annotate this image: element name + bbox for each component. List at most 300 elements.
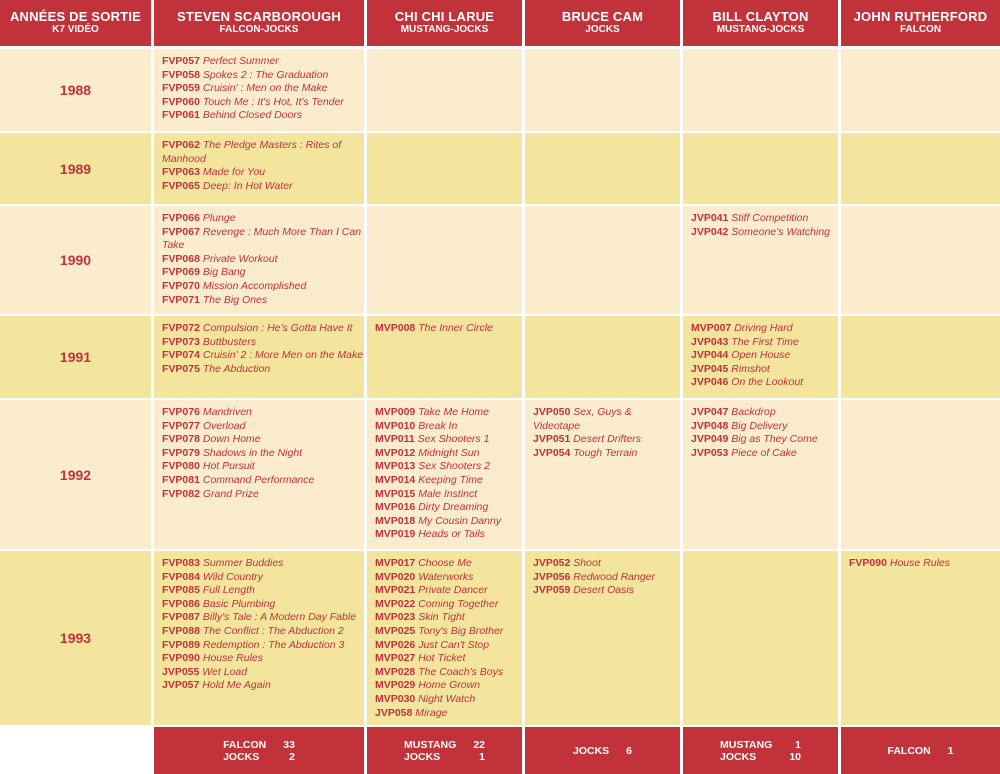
film-code: MVP010 xyxy=(375,419,416,432)
total-label: JOCKS xyxy=(720,750,757,763)
film-code: FVP076 xyxy=(162,406,200,418)
film-title: Desert Drifters xyxy=(573,433,641,446)
film-title: Coming Together xyxy=(418,597,499,610)
film-title: Driving Hard xyxy=(734,322,793,334)
film-code: FVP072 xyxy=(162,322,200,334)
film-title: Sex Shooters 2 xyxy=(418,460,490,473)
film-cell xyxy=(525,316,680,398)
total-count: 33 xyxy=(283,738,295,751)
total-count: 10 xyxy=(789,750,801,763)
film-title: Stiff Competition xyxy=(731,212,809,224)
film-entry xyxy=(849,557,1000,571)
film-cell xyxy=(154,133,364,204)
film-cell xyxy=(367,49,522,131)
film-code: FVP074 xyxy=(162,349,200,362)
film-title: Dirty Dreaming xyxy=(418,501,489,514)
film-entry xyxy=(533,406,680,433)
film-title: Plunge xyxy=(202,212,236,224)
film-code: JVP055 xyxy=(162,665,200,678)
film-cell xyxy=(683,133,838,204)
film-entry xyxy=(375,693,522,707)
film-list xyxy=(154,316,364,376)
year-cell xyxy=(0,316,151,398)
film-title: Command Performance xyxy=(202,473,315,486)
film-code: MVP021 xyxy=(375,584,416,597)
film-title: Desert Oasis xyxy=(573,584,634,597)
film-code: FVP066 xyxy=(162,212,200,224)
film-entry xyxy=(162,474,364,488)
film-code: FVP088 xyxy=(162,624,200,637)
film-entry xyxy=(691,212,838,226)
film-code: FVP077 xyxy=(162,419,200,432)
film-entry xyxy=(375,447,522,461)
film-title: Night Watch xyxy=(418,692,476,705)
film-entry xyxy=(691,433,838,447)
total-count: 1 xyxy=(947,744,954,757)
film-list xyxy=(154,206,364,307)
film-title: Wild Country xyxy=(202,570,263,583)
film-code: MVP023 xyxy=(375,611,416,624)
film-entry xyxy=(375,515,522,529)
year-cell xyxy=(0,400,151,549)
film-title: Keeping Time xyxy=(418,473,483,486)
film-title: Made for You xyxy=(202,166,266,179)
film-entry xyxy=(375,501,522,515)
film-code: JVP051 xyxy=(533,433,571,446)
header-years xyxy=(0,0,151,46)
film-title: Male Instinct xyxy=(418,487,478,500)
film-code: FVP075 xyxy=(162,362,200,375)
film-entry xyxy=(162,598,364,612)
film-code: FVP080 xyxy=(162,460,200,473)
total-table xyxy=(570,745,635,757)
total-label: MUSTANG xyxy=(720,738,773,751)
film-list xyxy=(367,133,522,139)
film-code: MVP013 xyxy=(375,460,416,473)
year-cell xyxy=(0,551,151,725)
film-entry xyxy=(162,447,364,461)
film-list xyxy=(154,551,364,693)
film-cell xyxy=(525,206,680,314)
film-entry xyxy=(375,460,522,474)
director-studio: MUSTANG-JOCKS xyxy=(716,24,805,35)
film-list xyxy=(683,133,838,139)
film-entry xyxy=(691,376,838,390)
film-entry xyxy=(162,433,364,447)
film-cell xyxy=(367,551,522,725)
film-entry xyxy=(162,611,364,625)
film-list xyxy=(367,316,522,336)
film-title: Full Length xyxy=(202,584,255,597)
film-code: FVP059 xyxy=(162,82,200,95)
film-code: MVP012 xyxy=(375,446,416,459)
film-title: The First Time xyxy=(731,335,799,348)
film-title: Grand Prize xyxy=(202,487,259,500)
film-entry xyxy=(533,447,680,461)
film-code: MVP027 xyxy=(375,652,416,665)
film-code: JVP042 xyxy=(691,225,729,238)
film-code: JVP046 xyxy=(691,376,729,389)
film-title: Touch Me : It's Hot, It's Tender xyxy=(202,95,344,108)
film-cell xyxy=(367,316,522,398)
film-title: Home Grown xyxy=(418,679,481,692)
film-entry xyxy=(375,611,522,625)
film-entry xyxy=(162,460,364,474)
film-title: My Cousin Danny xyxy=(418,514,502,527)
film-code: FVP089 xyxy=(162,638,200,651)
film-entry xyxy=(691,349,838,363)
film-code: FVP060 xyxy=(162,95,200,108)
film-code: JVP052 xyxy=(533,557,571,569)
film-list xyxy=(841,49,1000,55)
film-title: Redwood Ranger xyxy=(573,570,656,583)
total-label: MUSTANG xyxy=(404,738,457,751)
film-cell xyxy=(683,400,838,549)
film-entry xyxy=(375,666,522,680)
film-code: MVP014 xyxy=(375,473,416,486)
film-list xyxy=(683,400,838,460)
film-code: FVP067 xyxy=(162,225,200,238)
film-title: The Coach's Boys xyxy=(418,665,504,678)
film-entry xyxy=(162,180,364,194)
film-code: JVP057 xyxy=(162,679,200,692)
film-list xyxy=(841,316,1000,322)
film-entry xyxy=(162,280,364,294)
film-title: Big Delivery xyxy=(731,419,788,432)
film-cell xyxy=(367,206,522,314)
header-years-subtitle: K7 VIDÉO xyxy=(52,24,99,35)
total-label: FALCON xyxy=(223,738,267,751)
film-code: MVP025 xyxy=(375,624,416,637)
film-title: Backdrop xyxy=(731,406,776,418)
film-code: JVP041 xyxy=(691,212,729,224)
total-label: JOCKS xyxy=(572,744,610,757)
film-code: JVP049 xyxy=(691,433,729,446)
film-cell xyxy=(367,400,522,549)
film-title: Sex, Guys & Videotape xyxy=(533,406,632,432)
film-code: FVP057 xyxy=(162,55,200,67)
year-label: 1991 xyxy=(59,349,92,365)
film-title: Shoot xyxy=(573,557,601,569)
film-title: Waterworks xyxy=(418,570,474,583)
year-label: 1992 xyxy=(59,466,92,483)
film-entry xyxy=(162,406,364,420)
film-entry xyxy=(162,166,364,180)
film-title: Basic Plumbing xyxy=(202,597,276,610)
film-code: FVP084 xyxy=(162,570,200,583)
film-title: Someone's Watching xyxy=(731,225,830,238)
film-entry xyxy=(162,571,364,585)
film-entry xyxy=(375,679,522,693)
film-title: Midnight Sun xyxy=(418,446,480,459)
film-title: The Abduction xyxy=(202,362,271,375)
film-entry xyxy=(533,571,680,585)
film-entry xyxy=(162,625,364,639)
film-title: Skin Tight xyxy=(418,611,465,624)
film-code: MVP028 xyxy=(375,665,416,678)
total-cell xyxy=(525,727,680,774)
total-cell xyxy=(154,727,364,774)
film-title: Big Bang xyxy=(202,266,246,279)
total-table xyxy=(884,745,956,757)
director-name: STEVEN SCARBOROUGH xyxy=(177,9,341,24)
total-count: 1 xyxy=(479,750,485,763)
film-cell xyxy=(154,316,364,398)
film-entry xyxy=(162,363,364,377)
film-entry xyxy=(162,336,364,350)
film-entry xyxy=(691,406,838,420)
film-title: Tony's Big Brother xyxy=(418,624,504,637)
year-cell xyxy=(0,133,151,204)
director-name: JOHN RUTHERFORD xyxy=(853,9,988,24)
film-entry xyxy=(162,109,364,123)
film-entry xyxy=(375,420,522,434)
film-entry xyxy=(375,557,522,571)
film-title: Mandriven xyxy=(202,406,252,418)
film-cell xyxy=(841,206,1000,314)
film-cell xyxy=(841,49,1000,131)
film-code: MVP026 xyxy=(375,638,416,651)
film-code: JVP059 xyxy=(533,584,571,597)
film-list xyxy=(154,49,364,123)
film-cell xyxy=(683,49,838,131)
film-title: House Rules xyxy=(202,652,263,665)
director-name: CHI CHI LARUE xyxy=(394,9,495,24)
film-title: Open House xyxy=(731,349,791,362)
film-code: JVP048 xyxy=(691,419,729,432)
film-title: Rimshot xyxy=(731,362,770,375)
film-list xyxy=(367,551,522,720)
header-director xyxy=(683,0,838,46)
film-title: Mission Accomplished xyxy=(202,279,307,292)
film-entry xyxy=(375,322,522,336)
film-cell xyxy=(683,316,838,398)
film-entry xyxy=(162,139,364,166)
film-cell xyxy=(367,133,522,204)
total-count: 2 xyxy=(289,750,295,763)
film-title: The Big Ones xyxy=(202,293,268,306)
film-title: House Rules xyxy=(889,557,950,569)
film-title: Perfect Summer xyxy=(202,55,279,67)
film-list xyxy=(525,49,680,55)
film-entry xyxy=(375,433,522,447)
total-cell xyxy=(841,727,1000,774)
film-code: JVP043 xyxy=(691,335,729,348)
film-entry xyxy=(375,488,522,502)
total-label: JOCKS xyxy=(223,750,260,763)
film-entry xyxy=(533,557,680,571)
header-director xyxy=(367,0,522,46)
film-title: The Inner Circle xyxy=(418,322,493,334)
film-cell xyxy=(154,206,364,314)
film-entry xyxy=(691,447,838,461)
film-cell xyxy=(841,400,1000,549)
film-entry xyxy=(162,322,364,336)
film-entry xyxy=(162,253,364,267)
film-entry xyxy=(375,625,522,639)
film-list xyxy=(841,400,1000,406)
film-title: Tough Terrain xyxy=(573,446,638,459)
film-entry xyxy=(162,639,364,653)
film-entry xyxy=(375,584,522,598)
film-code: JVP058 xyxy=(375,706,413,719)
film-list xyxy=(367,206,522,212)
film-entry xyxy=(691,420,838,434)
film-cell xyxy=(154,400,364,549)
film-title: Heads or Tails xyxy=(418,528,485,541)
film-code: JVP047 xyxy=(691,406,729,418)
film-code: FVP090 xyxy=(849,557,887,569)
film-code: FVP090 xyxy=(162,652,200,665)
film-title: Spokes 2 : The Graduation xyxy=(202,68,329,81)
film-code: FVP058 xyxy=(162,68,200,81)
header-years-title: ANNÉES DE SORTIE xyxy=(9,9,142,24)
header-director xyxy=(154,0,364,46)
film-title: Take Me Home xyxy=(418,406,490,418)
year-label: 1990 xyxy=(59,252,92,268)
film-code: FVP078 xyxy=(162,433,200,446)
total-table xyxy=(401,739,488,763)
film-entry xyxy=(162,666,364,680)
film-title: Compulsion : He's Gotta Have It xyxy=(202,322,353,334)
film-entry xyxy=(162,652,364,666)
film-list xyxy=(841,133,1000,139)
film-entry xyxy=(162,679,364,693)
total-cell xyxy=(367,727,522,774)
film-cell xyxy=(841,551,1000,725)
film-list xyxy=(683,316,838,390)
film-entry xyxy=(533,433,680,447)
director-studio: FALCON xyxy=(899,24,942,35)
film-cell xyxy=(525,49,680,131)
film-code: FVP085 xyxy=(162,584,200,597)
film-code: MVP017 xyxy=(375,557,416,569)
film-list xyxy=(841,206,1000,212)
director-studio: MUSTANG-JOCKS xyxy=(400,24,489,35)
year-cell xyxy=(0,49,151,131)
film-list xyxy=(525,206,680,212)
film-title: Wet Load xyxy=(202,665,248,678)
film-code: FVP061 xyxy=(162,109,200,122)
film-code: JVP050 xyxy=(533,406,571,418)
film-title: Down Home xyxy=(202,433,261,446)
film-title: The Conflict : The Abduction 2 xyxy=(202,624,344,637)
film-code: FVP071 xyxy=(162,293,200,306)
film-entry xyxy=(162,69,364,83)
film-code: FVP083 xyxy=(162,557,200,569)
director-name: BILL CLAYTON xyxy=(712,9,809,24)
film-title: Mirage xyxy=(415,706,448,719)
film-code: MVP009 xyxy=(375,406,416,418)
film-entry xyxy=(162,488,364,502)
header-director xyxy=(841,0,1000,46)
film-entry xyxy=(162,584,364,598)
film-code: JVP053 xyxy=(691,446,729,459)
film-title: Private Workout xyxy=(202,252,278,265)
film-list xyxy=(683,551,838,557)
film-title: Revenge : Much More Than I Can Take xyxy=(162,225,362,252)
film-code: JVP045 xyxy=(691,362,729,375)
film-entry xyxy=(375,406,522,420)
film-entry xyxy=(162,294,364,308)
film-cell xyxy=(154,551,364,725)
total-count: 22 xyxy=(473,738,485,751)
film-entry xyxy=(533,584,680,598)
footer-spacer xyxy=(0,727,151,774)
total-count: 1 xyxy=(795,738,801,751)
year-label: 1988 xyxy=(59,82,92,98)
film-entry xyxy=(375,707,522,721)
film-code: MVP016 xyxy=(375,501,416,514)
film-code: FVP087 xyxy=(162,611,200,624)
film-entry xyxy=(162,55,364,69)
film-code: FVP068 xyxy=(162,252,200,265)
film-title: The Pledge Masters : Rites of Manhood xyxy=(162,139,342,165)
film-code: FVP079 xyxy=(162,446,200,459)
total-label: JOCKS xyxy=(404,750,441,763)
film-title: Buttbusters xyxy=(202,335,256,348)
film-title: Cruisin' 2 : More Men on the Make xyxy=(202,349,364,362)
film-title: Deep: In Hot Water xyxy=(202,179,293,192)
total-count: 6 xyxy=(626,744,633,757)
director-name: BRUCE CAM xyxy=(561,9,644,24)
film-cell xyxy=(525,551,680,725)
film-entry xyxy=(691,226,838,240)
film-title: Hot Pursuit xyxy=(202,460,255,473)
film-list xyxy=(154,133,364,193)
year-label: 1993 xyxy=(59,630,92,646)
film-entry xyxy=(691,336,838,350)
film-code: JVP054 xyxy=(533,446,571,459)
film-entry xyxy=(375,571,522,585)
film-title: Hot Ticket xyxy=(418,652,466,665)
film-entry xyxy=(162,82,364,96)
film-title: Behind Closed Doors xyxy=(202,109,303,122)
film-entry xyxy=(162,96,364,110)
film-entry xyxy=(691,322,838,336)
film-entry xyxy=(162,226,364,253)
film-code: MVP019 xyxy=(375,528,416,541)
director-studio: JOCKS xyxy=(585,24,620,35)
film-title: Private Dancer xyxy=(418,584,488,597)
film-entry xyxy=(162,266,364,280)
film-entry xyxy=(162,557,364,571)
film-code: MVP018 xyxy=(375,514,416,527)
film-code: MVP015 xyxy=(375,487,416,500)
header-director xyxy=(525,0,680,46)
film-code: FVP086 xyxy=(162,597,200,610)
film-list xyxy=(367,49,522,55)
film-code: MVP007 xyxy=(691,322,732,334)
film-entry xyxy=(375,598,522,612)
film-code: MVP030 xyxy=(375,692,416,705)
film-entry xyxy=(375,474,522,488)
film-entry xyxy=(162,420,364,434)
total-table xyxy=(220,739,298,763)
film-title: Choose Me xyxy=(418,557,472,569)
film-code: FVP063 xyxy=(162,166,200,179)
film-entry xyxy=(162,349,364,363)
film-list xyxy=(525,133,680,139)
film-entry xyxy=(375,652,522,666)
film-code: FVP070 xyxy=(162,279,200,292)
film-list xyxy=(683,206,838,239)
film-list xyxy=(154,400,364,501)
film-code: MVP011 xyxy=(375,433,415,446)
film-title: Big as They Come xyxy=(731,433,818,446)
film-title: Break In xyxy=(418,419,458,432)
film-title: Hold Me Again xyxy=(202,679,271,692)
